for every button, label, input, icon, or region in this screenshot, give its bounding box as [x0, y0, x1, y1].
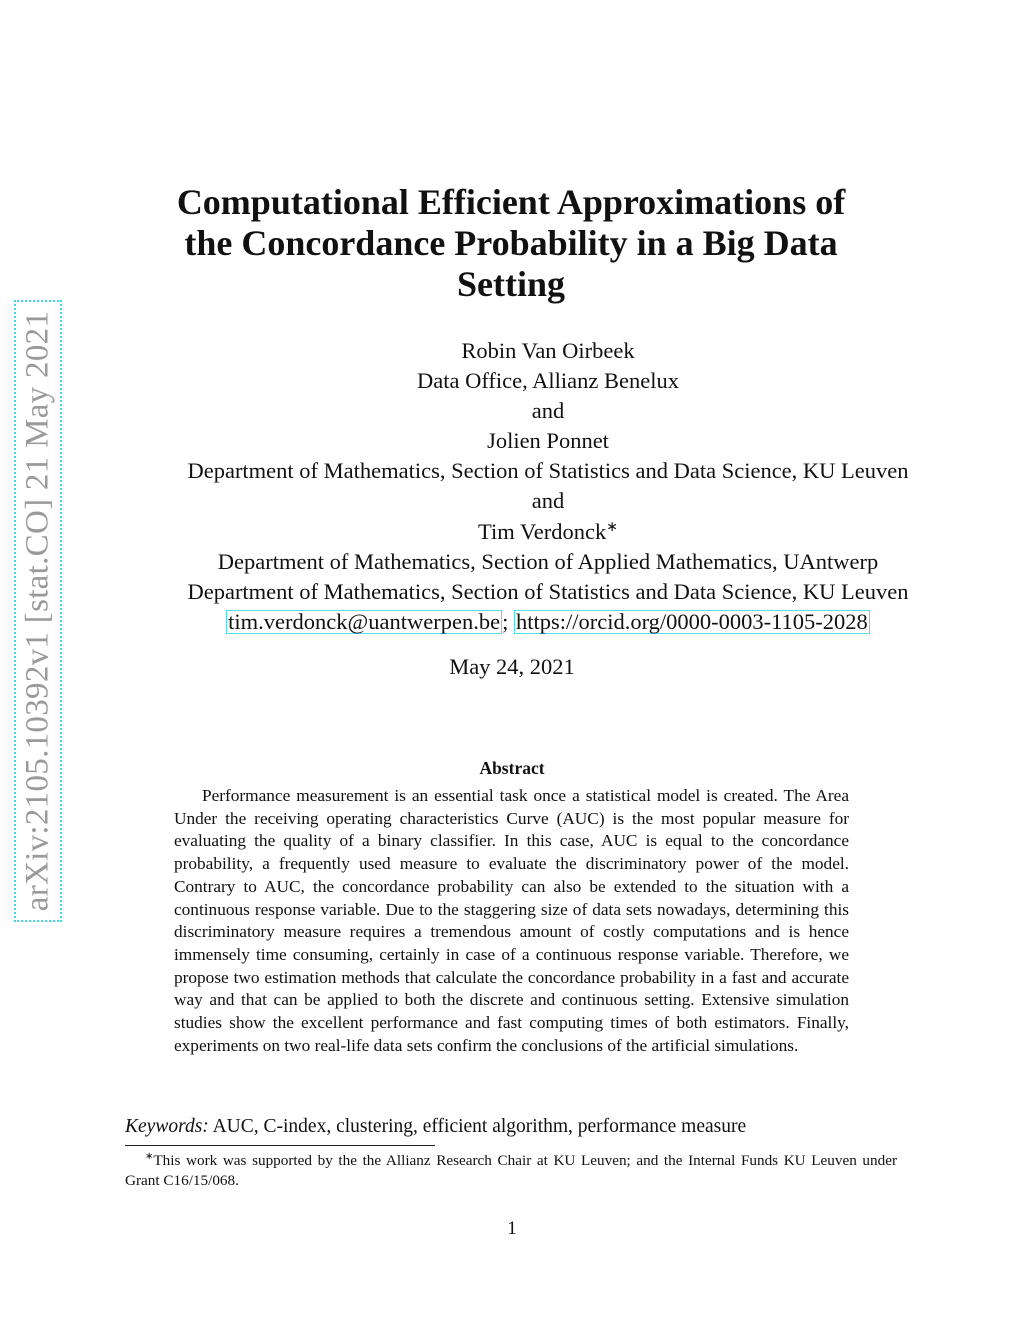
- author-3-affiliation-1: Department of Mathematics, Section of Applied Mathematics, UAntwerp: [217, 548, 879, 574]
- paper-title: [130, 182, 892, 305]
- footnote-divider: [125, 1145, 435, 1146]
- email-link[interactable]: tim.verdonck@uantwerpen.be: [228, 608, 501, 634]
- keywords-label: Keywords:: [125, 1116, 209, 1137]
- publication-date: May 24, 2021: [449, 654, 575, 679]
- title-line-2: the Concordance Probability in a Big Data: [184, 223, 838, 263]
- author-2-affiliation: Department of Mathematics, Section of Statistics and Data Science, KU Leuven: [187, 458, 909, 484]
- keywords-line: [125, 1116, 965, 1138]
- abstract-text: Performance measurement is an essential task once a statistical model is created. The Area Under the receiving operating characteristics Curve (AUC) is the most popular measure for evaluating the quality of a binary classifier. In this case, AUC is equal to the concordance probability, a frequently used measure to evaluate the discriminatory power of the model. Contrary to AUC, the concordance probability can also be extended to the situation with a continuous response variable. Due to the staggering size of data sets nowadays, determining this discriminatory measure requires a tremendous amount of costly computations and is hence immensely time consuming, certainly in case of a continuous response variable. Therefore, we propose two estimation methods that calculate the concordance probability in a fast and accurate way and that can be applied to both the discrete and continuous setting. Extensive simulation studies show the excellent performance and fast computing times of both estimators. Finally, experiments on two real-life data sets confirm the conclusions of the artificial simulations.: [174, 786, 849, 1055]
- arxiv-stamp: [14, 300, 62, 922]
- title-line-3: Setting: [457, 264, 565, 304]
- footnote: [125, 1151, 897, 1192]
- contact-line: [100, 607, 996, 637]
- orcid-link[interactable]: https://orcid.org/0000-0003-1105-2028: [515, 608, 868, 634]
- abstract-heading: Abstract: [479, 758, 545, 778]
- footnote-text: This work was supported by the the Allianz Research Chair at KU Leuven; and the Internal Funds KU Leuven under Grant C16/15/068.: [125, 1152, 897, 1190]
- title-line-1: Computational Efficient Approximations of: [176, 182, 846, 222]
- author-3-footnote-mark: ∗: [606, 519, 618, 535]
- author-separator-and: and: [531, 398, 565, 424]
- keywords-text: AUC, C-index, clustering, efficient algorithm, performance measure: [212, 1116, 747, 1137]
- author-3-line: [100, 517, 996, 547]
- author-separator-and: and: [531, 488, 565, 514]
- footnote-mark: ∗: [145, 1151, 154, 1162]
- author-block: [100, 336, 996, 637]
- author-3-name: Tim Verdonck: [478, 518, 607, 544]
- author-1-affiliation: Data Office, Allianz Benelux: [417, 368, 679, 394]
- contact-separator: ;: [502, 608, 509, 634]
- page-number: 1: [507, 1218, 517, 1239]
- arxiv-identifier: arXiv:2105.10392v1 [stat.CO] 21 May 2021: [19, 310, 56, 912]
- author-1-name: Robin Van Oirbeek: [461, 338, 635, 363]
- author-3-affiliation-2: Department of Mathematics, Section of Statistics and Data Science, KU Leuven: [187, 578, 909, 604]
- author-2-name: Jolien Ponnet: [487, 428, 609, 454]
